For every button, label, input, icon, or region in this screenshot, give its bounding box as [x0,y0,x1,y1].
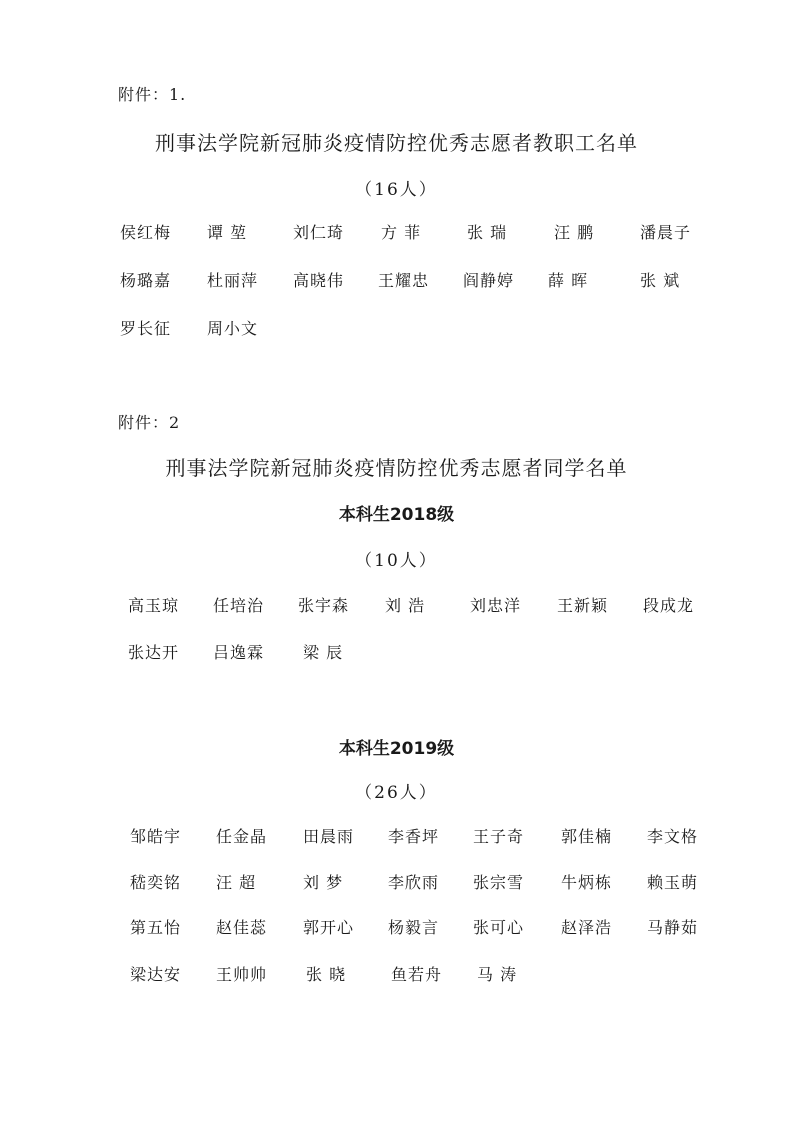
group-2019-count: （26人） [355,783,438,803]
student-name: 刘 梦 [303,873,344,892]
attachment-2-label: 附件：2 [118,413,181,432]
student-list-title: 刑事法学院新冠肺炎疫情防控优秀志愿者同学名单 [165,456,628,480]
student-name: 赵泽浩 [561,918,613,937]
group-2018-heading: 本科生2018级 [338,505,455,525]
staff-name: 刘仁琦 [293,223,345,242]
group-2019-heading: 本科生2019级 [338,739,455,759]
student-name: 张达开 [128,643,180,662]
student-name: 任金晶 [216,827,268,846]
student-name: 邹皓宇 [130,827,182,846]
staff-name: 汪 鹏 [554,223,595,242]
student-name: 吕逸霖 [213,643,265,662]
student-name: 王帅帅 [216,965,268,984]
staff-count: （16人） [355,180,438,200]
student-name: 赵佳蕊 [216,918,268,937]
student-name: 张可心 [473,918,525,937]
staff-name: 高晓伟 [293,271,345,290]
staff-name: 张 斌 [640,271,681,290]
staff-name: 方 菲 [381,223,422,242]
staff-name: 潘晨子 [640,223,692,242]
staff-name: 罗长征 [120,319,172,338]
staff-name: 杨璐嘉 [120,271,172,290]
staff-list-title: 刑事法学院新冠肺炎疫情防控优秀志愿者教职工名单 [155,131,638,155]
staff-name: 谭 堃 [207,223,248,242]
student-name: 张宇森 [298,596,350,615]
group-2018-count: （10人） [355,551,438,571]
staff-name: 侯红梅 [120,223,172,242]
student-name: 李欣雨 [388,873,440,892]
student-name: 刘忠洋 [470,596,522,615]
staff-name: 王耀忠 [378,271,430,290]
student-name: 赖玉萌 [647,873,699,892]
student-name: 马静茹 [647,918,699,937]
student-name: 高玉琼 [128,596,180,615]
student-name: 田晨雨 [303,827,355,846]
student-name: 李香坪 [388,827,440,846]
attachment-1-label: 附件：1. [118,85,187,104]
student-name: 牛炳栋 [561,873,613,892]
student-name: 梁 辰 [303,643,344,662]
student-name: 李文格 [647,827,699,846]
student-name: 张 晓 [306,965,347,984]
staff-name: 杜丽萍 [207,271,259,290]
student-name: 段成龙 [643,596,695,615]
student-name: 第五怡 [130,918,182,937]
staff-name: 阎静婷 [463,271,515,290]
student-name: 鱼若舟 [391,965,443,984]
student-name: 汪 超 [216,873,257,892]
student-name: 郭开心 [303,918,355,937]
student-name: 郭佳楠 [561,827,613,846]
student-name: 马 涛 [477,965,518,984]
student-name: 嵇奕铭 [130,873,182,892]
staff-name: 张 瑞 [467,223,508,242]
student-name: 王新颖 [557,596,609,615]
student-name: 王子奇 [473,827,525,846]
staff-name: 薛 晖 [548,271,589,290]
student-name: 任培治 [213,596,265,615]
student-name: 梁达安 [130,965,182,984]
staff-name: 周小文 [207,319,259,338]
student-name: 张宗雪 [473,873,525,892]
student-name: 刘 浩 [385,596,426,615]
student-name: 杨毅言 [388,918,440,937]
